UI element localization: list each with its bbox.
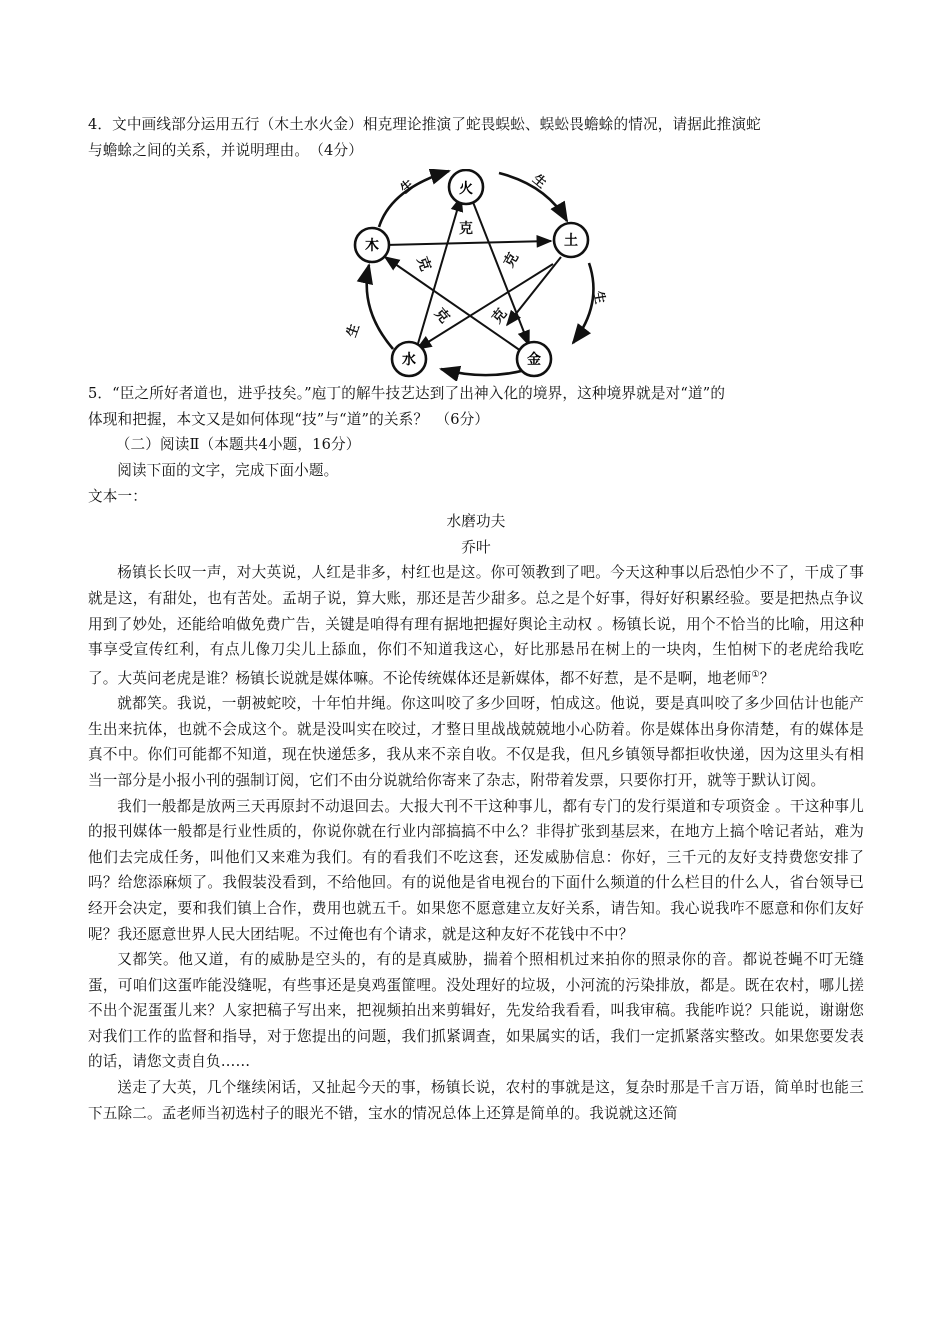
svg-text:火: 火 xyxy=(459,181,473,198)
ke-star xyxy=(385,197,561,351)
ke-wood-earth xyxy=(385,241,551,245)
sheng-label-2: 生 xyxy=(529,171,549,192)
five-elements-svg xyxy=(341,169,611,381)
text-label: 文本一： xyxy=(88,487,147,505)
arc-earth-to-metal xyxy=(573,263,593,343)
q4-line2: 与蟾蜍之间的关系，并说明理由。 （4分） xyxy=(88,141,363,159)
article-title: 水磨功夫 xyxy=(446,513,506,531)
node-earth xyxy=(554,223,588,257)
paragraph-4: 又都笑。他又道，有的威胁是空头的，有的是真威胁，揣着个照相机过来拍你的照录你的音。都说苍蝇不叮无缝蛋，可咱们这蛋咋能没缝呢，有些事还是臭鸡蛋篚哩。没处理好的垃圾，小河流的污染排放，都是。既在农村，哪儿搓不出个泥蛋蛋儿来？人家把稿子写出来，把视频拍出来剪辑好，先发给我看看，叫我审稿。我能咋说？只能说，谢谢您对我们工作的监督和指导，对于您提出的问题，我们抓紧调查，如果属实的话，我们一定抓紧落实整改。如果您要发表的话，请您文责自负…… xyxy=(88,951,864,1071)
paragraph-2: 就都笑。我说，一朝被蛇咬，十年怕井绳。你这叫咬了多少回呀，怕成这。他说，要是真叫咬了多少回估计也能产生出来抗体，也就不会成这个。就是没叫实在咬过，才整日里战战兢兢地小心防着。你是媒体出身你清楚，有的媒体是真不中。你们可能都不知道，现在快递恁多，我从来不亲自收。不仅是我，但凡乡镇领导都拒收快递，因为这里头有相当一部分是小报小刊的强制订阅，它们不由分说就给你寄来了杂志，附带着发票，只要你打开，就等于默认订阅。 xyxy=(88,695,864,789)
document-page xyxy=(88,112,864,1126)
ke-label-bottom-right: 克 xyxy=(489,305,511,327)
ke-label-bottom-left: 克 xyxy=(431,305,453,327)
footnote-marker: ① xyxy=(751,669,760,680)
paragraph-1-text: 杨镇长长叹一声，对大英说，人红是非多，村红也是这。你可领教到了吧。今天这种事以后恐怕少不了，干成了事就是这，有甜处，也有苦处。孟胡子说，算大账，那还是苦少甜多。总之是个好事，得好好积累经验。要是把热点争议用到了妙处，还能给咱做免费广告，关键是咱得有理有据地把握好舆论主动权 。杨镇长说，用个不恰当的比喻，用这种事享受宣传红利，有点儿像刀尖儿上舔血，你们不知道我这心，好比那悬吊在树上的一块肉，生怕树下的老虎给我吃了。大英问老虎是谁？杨镇长说就是媒体嘛。不论传统媒体还是新媒体，都不好惹，是不是啊，地老师 xyxy=(88,564,864,687)
node-fire xyxy=(449,170,483,204)
section-instruction: 阅读下面的文字，完成下面小题。 xyxy=(117,461,339,479)
ke-label-right: 克 xyxy=(501,250,522,271)
section-heading: （二）阅读Ⅱ（本题共4小题，16分） xyxy=(115,436,361,454)
paragraph-1 xyxy=(88,560,864,691)
sheng-label-5: 生 xyxy=(344,322,363,340)
svg-text:金: 金 xyxy=(527,352,541,369)
svg-text:木: 木 xyxy=(365,238,379,255)
node-wood xyxy=(355,228,389,262)
q5-line1: 5．“臣之所好者道也，进乎技矣。”庖丁的解牛技艺达到了出神入化的境界，这种境界就是对“道”的 xyxy=(88,385,726,403)
svg-text:水: 水 xyxy=(402,352,416,369)
arc-water-to-wood xyxy=(367,265,393,349)
arc-wood-to-fire xyxy=(379,171,449,227)
five-elements-diagram xyxy=(88,169,864,381)
svg-text:土: 土 xyxy=(564,233,578,250)
ke-label-top: 克 xyxy=(459,221,473,238)
sheng-label-1: 生 xyxy=(397,177,418,198)
node-metal xyxy=(517,342,551,376)
paragraph-5: 送走了大英，几个继续闲话，又扯起今天的事，杨镇长说，农村的事就是这，复杂时那是千言万语，简单时也能三下五除二。孟老师当初选村子的眼光不错，宝水的情况总体上还算是简单的。我说就这还简 xyxy=(88,1079,864,1122)
q4-line1: 4．文中画线部分运用五行（木土水火金）相克理论推演了蛇畏蜈蚣、蜈蚣畏蟾蜍的情况，请据此推演蛇 xyxy=(88,116,761,133)
node-water xyxy=(392,342,426,376)
question-5 xyxy=(88,381,864,432)
sheng-label-3: 生 xyxy=(590,290,608,306)
question-4 xyxy=(88,112,864,163)
q5-line2: 体现和把握，本文又是如何体现“技”与“道”的关系？ （6分） xyxy=(88,410,490,428)
ke-label-left: 克 xyxy=(413,254,434,274)
paragraph-1-end: ？ xyxy=(759,669,775,687)
paragraph-3: 我们一般都是放两三天再原封不动退回去。大报大刊不干这种事儿，都有专门的发行渠道和专项资金 。干这种事儿的报刊媒体一般都是行业性质的，你说你就在行业内部搞搞不中么？非得扩张到基层来，在地方上搞个啥记者站，难为他们去完成任务，叫他们又来难为我们。有的看我们不吃这套，还发威胁信息：你好，三千元的友好支持费您安排了吗？给您添麻烦了。我假装没看到，不给他回。有的说他是省电视台的下面什么频道的什么栏目的什么人，省台领导已经开会决定，要和我们镇上合作，费用也就五千。如果您不愿意建立友好关系，请告知。我心说我咋不愿意和你们友好呢？我还愿意世界人民大团结呢。不过俺也有个请求，就是这种友好不花钱中不中？ xyxy=(88,797,864,943)
article-author: 乔叶 xyxy=(461,538,491,556)
